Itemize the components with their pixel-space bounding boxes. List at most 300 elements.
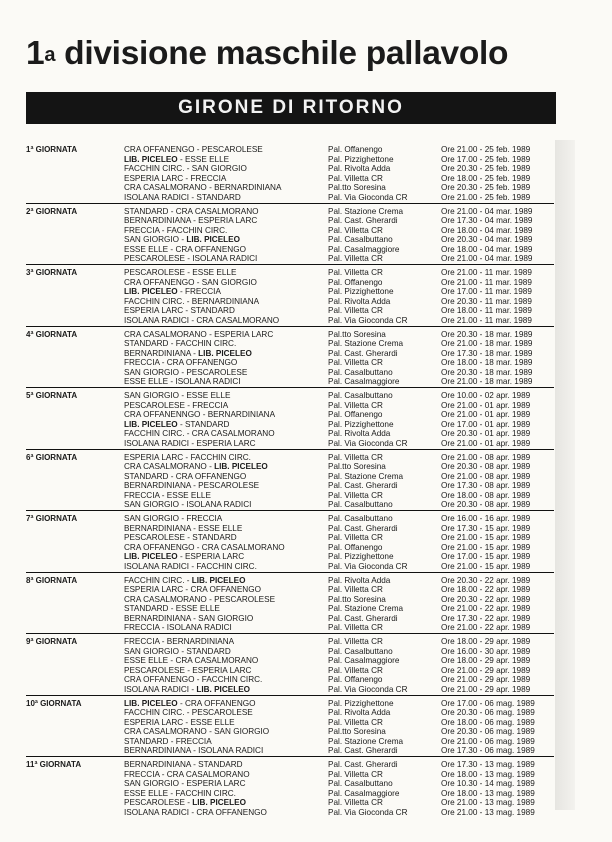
- match-datetime: Ore 16.00 - 16 apr. 1989: [441, 514, 531, 523]
- match-datetime: Ore 18.00 - 13 mag. 1989: [441, 769, 535, 779]
- match-row: [124, 439, 554, 449]
- home-team: ISOLANA RADICI: [124, 315, 190, 325]
- match-teams: CRA OFFANENGO - SAN GIORGIO: [124, 277, 257, 287]
- home-team: ISOLANA RADICI: [124, 684, 190, 694]
- match-datetime: Ore 17.30 - 13 mag. 1989: [441, 760, 535, 769]
- away-team: ISOLANA RADICI: [166, 623, 232, 632]
- fixtures-table: [26, 142, 554, 818]
- match-datetime: Ore 21.00 - 01 apr. 1989: [441, 400, 531, 410]
- home-team: CRA CASALMORANO: [124, 594, 207, 604]
- banner-text: GIRONE DI RITORNO: [178, 97, 404, 118]
- match-venue: Pal. Casalbuttano: [328, 235, 393, 244]
- match-datetime: Ore 17.00 - 01 apr. 1989: [441, 419, 531, 429]
- away-team: ESSE ELLE: [192, 268, 237, 277]
- away-team: ISOLANA RADICI: [192, 254, 258, 263]
- title-number: 1: [26, 35, 45, 72]
- match-teams: BERNARDINIANA - SAN GIORGIO: [124, 613, 254, 623]
- match-list: [124, 391, 554, 448]
- home-team: CRA OFFANENGO: [124, 542, 195, 552]
- match-datetime: Ore 18.00 - 22 apr. 1989: [441, 585, 531, 594]
- away-team: ISOLANA RADICI: [186, 500, 252, 509]
- page-title: [26, 34, 596, 78]
- match-row: [124, 368, 554, 378]
- away-team: ESPERIA LARC: [198, 216, 258, 225]
- match-teams: SAN GIORGIO - ESSE ELLE: [124, 391, 231, 400]
- match-venue: Pal.tto Soresina: [328, 727, 386, 736]
- away-team: LIB. PICELEO: [186, 235, 241, 244]
- match-row: [124, 268, 554, 278]
- away-team: LIB. PICELEO: [214, 462, 268, 471]
- match-teams: LIB. PICELEO - STANDARD: [124, 419, 230, 429]
- match-teams: CRA CASALMORANO - ESPERIA LARC: [124, 329, 274, 339]
- away-team: CRA OFFANENGO: [175, 471, 247, 481]
- match-datetime: Ore 21.00 - 18 mar. 1989: [441, 339, 533, 348]
- match-datetime: Ore 21.00 - 25 feb. 1989: [441, 192, 531, 202]
- match-datetime: Ore 21.00 - 04 mar. 1989: [441, 206, 533, 216]
- match-datetime: Ore 17.00 - 06 mag. 1989: [441, 698, 535, 708]
- match-teams: BERNARDINIANA - STANDARD: [124, 760, 243, 769]
- home-team: PESCAROLESE: [124, 400, 185, 410]
- home-team: CRA OFFANENNGO: [124, 410, 201, 419]
- home-team: ISOLANA RADICI: [124, 561, 190, 571]
- away-team: ESPERIA LARC: [214, 329, 274, 339]
- home-team: PESCAROLESE: [124, 665, 185, 675]
- away-team: CRA OFFANENGO: [166, 358, 238, 367]
- match-teams: ESSE ELLE - CRA OFFANENGO: [124, 244, 246, 254]
- match-row: [124, 595, 554, 605]
- match-teams: LIB. PICELEO - FRECCIA: [124, 287, 221, 296]
- match-venue: Pal. Stazione Crema: [328, 206, 404, 216]
- match-venue: Pal. Villetta CR: [328, 533, 383, 542]
- match-teams: ISOLANA RADICI - CRA OFFANENGO: [124, 807, 267, 817]
- match-list: [124, 760, 554, 817]
- match-row: [124, 391, 554, 401]
- away-team: ISOLANA RADICI: [175, 377, 241, 386]
- match-teams: FRECCIA - BERNARDINIANA: [124, 637, 235, 646]
- away-team: LIB. PICELEO: [191, 575, 246, 585]
- match-row: [124, 183, 554, 193]
- match-venue: Pal. Cast. Gherardi: [328, 523, 398, 533]
- round-label: 10ª GIORNATA: [26, 698, 82, 708]
- match-row: [124, 524, 554, 534]
- match-teams: FRECCIA - CRA CASALMORANO: [124, 769, 250, 779]
- match-venue: Pal. Pizzighettone: [328, 287, 394, 296]
- match-venue: Pal.tto Soresina: [328, 183, 386, 192]
- section-banner: [26, 92, 556, 124]
- match-datetime: Ore 10.00 - 02 apr. 1989: [441, 391, 531, 400]
- match-datetime: Ore 21.00 - 15 apr. 1989: [441, 561, 531, 571]
- home-team: PESCAROLESE: [124, 533, 185, 542]
- match-row: [124, 614, 554, 624]
- match-datetime: Ore 18.00 - 25 feb. 1989: [441, 173, 531, 183]
- home-team: LIB. PICELEO: [124, 154, 178, 164]
- match-list: [124, 576, 554, 633]
- match-teams: CRA CASALMORANO - LIB. PICELEO: [124, 462, 268, 471]
- home-team: FRECCIA: [124, 358, 160, 367]
- match-datetime: Ore 21.00 - 13 mag. 1989: [441, 798, 535, 807]
- match-row: [124, 737, 554, 747]
- title-ordinal: a: [44, 44, 56, 66]
- match-row: [124, 708, 554, 718]
- match-row: [124, 216, 554, 226]
- round-label: 9ª GIORNATA: [26, 637, 78, 646]
- match-venue: Pal. Casalmaggiore: [328, 244, 400, 254]
- match-datetime: Ore 21.00 - 01 apr. 1989: [441, 438, 531, 448]
- match-venue: Pal. Casalmaggiore: [328, 656, 400, 665]
- match-datetime: Ore 20.30 - 25 feb. 1989: [441, 164, 531, 173]
- match-row: [124, 576, 554, 586]
- away-team: ESSE ELLE: [198, 523, 243, 533]
- home-team: ISOLANA RADICI: [124, 438, 190, 448]
- away-team: FACCHIN CIRC.: [201, 675, 263, 684]
- home-team: LIB. PICELEO: [124, 287, 178, 296]
- home-team: ESPERIA LARC: [124, 306, 184, 315]
- match-venue: Pal. Cast. Gherardi: [328, 746, 398, 755]
- away-team: FACCHIN CIRC.: [175, 788, 236, 798]
- match-datetime: Ore 21.00 - 11 mar. 1989: [441, 277, 532, 287]
- match-datetime: Ore 10.30 - 14 mag. 1989: [441, 779, 535, 788]
- home-team: STANDARD: [124, 471, 169, 481]
- away-team: FRECCIA: [192, 400, 229, 410]
- match-datetime: Ore 20.30 - 06 mag. 1989: [441, 708, 535, 717]
- home-team: FRECCIA: [124, 490, 160, 500]
- match-row: [124, 623, 554, 633]
- home-team: CRA OFFANENGO: [124, 675, 195, 684]
- away-team: STANDARD: [186, 646, 231, 656]
- match-row: [124, 330, 554, 340]
- away-team: PESCAROLESE: [198, 481, 260, 490]
- home-team: ESPERIA LARC: [124, 717, 184, 727]
- match-teams: ESSE ELLE - FACCHIN CIRC.: [124, 788, 236, 798]
- match-datetime: Ore 21.00 - 13 mag. 1989: [441, 807, 535, 817]
- away-team: BERNARDINIANA: [214, 183, 282, 192]
- match-venue: Pal. Offanengo: [328, 277, 383, 287]
- away-team: CRA OFFANENGO: [190, 585, 261, 594]
- round-block: [26, 388, 554, 450]
- match-venue: Pal. Cast. Gherardi: [328, 216, 398, 225]
- match-teams: ESPERIA LARC - CRA OFFANENGO: [124, 585, 261, 594]
- away-team: PESCAROLESE: [186, 367, 248, 377]
- match-venue: Pal. Villetta CR: [328, 623, 383, 632]
- home-team: PESCAROLESE: [124, 268, 185, 277]
- away-team: PESCAROLESE: [191, 708, 253, 717]
- match-venue: Pal. Stazione Crema: [328, 736, 404, 746]
- match-teams: ISOLANA RADICI - STANDARD: [124, 192, 241, 202]
- match-datetime: Ore 21.00 - 11 mar. 1989: [441, 268, 532, 277]
- round-block: [26, 757, 554, 818]
- match-venue: Pal. Via Gioconda CR: [328, 684, 408, 694]
- match-teams: CRA OFFANENGO - FACCHIN CIRC.: [124, 675, 263, 684]
- match-venue: Pal. Casalmaggiore: [328, 788, 400, 798]
- match-datetime: Ore 17.30 - 18 mar. 1989: [441, 348, 533, 358]
- away-team: CRA OFFANENGO: [196, 807, 267, 817]
- home-team: SAN GIORGIO: [124, 514, 180, 523]
- away-team: SAN GIORGIO: [198, 613, 254, 623]
- round-label: 3ª GIORNATA: [26, 268, 78, 277]
- round-label: 5ª GIORNATA: [26, 391, 78, 400]
- match-venue: Pal. Casalbuttano: [328, 391, 393, 400]
- match-teams: ISOLANA RADICI - LIB. PICELEO: [124, 684, 251, 694]
- match-row: [124, 552, 554, 562]
- match-list: [124, 145, 554, 202]
- away-team: FRECCIA: [175, 736, 212, 746]
- match-row: [124, 514, 554, 524]
- match-row: [124, 656, 554, 666]
- match-datetime: Ore 20.30 - 18 mar. 1989: [441, 329, 533, 339]
- match-datetime: Ore 20.30 - 08 apr. 1989: [441, 500, 531, 509]
- match-datetime: Ore 21.00 - 08 apr. 1989: [441, 452, 531, 462]
- match-teams: FACCHIN CIRC. - BERNARDINIANA: [124, 296, 260, 306]
- match-teams: FACCHIN CIRC. - CRA CASALMORANO: [124, 429, 275, 438]
- match-list: [124, 268, 554, 325]
- match-datetime: Ore 20.30 - 01 apr. 1989: [441, 429, 531, 438]
- match-teams: ESPERIA LARC - STANDARD: [124, 306, 235, 315]
- match-datetime: Ore 21.00 - 29 apr. 1989: [441, 684, 531, 694]
- match-venue: Pal. Cast. Gherardi: [328, 481, 398, 490]
- match-row: [124, 685, 554, 695]
- match-row: [124, 420, 554, 430]
- match-row: [124, 207, 554, 217]
- match-venue: Pal.tto Soresina: [328, 329, 386, 339]
- away-team: BERNARDINIANA: [207, 410, 276, 419]
- match-datetime: Ore 21.00 - 15 apr. 1989: [441, 542, 531, 552]
- match-row: [124, 760, 554, 770]
- match-teams: LIB. PICELEO - ESSE ELLE: [124, 154, 230, 164]
- match-teams: STANDARD - ESSE ELLE: [124, 604, 220, 613]
- match-teams: CRA CASALMORANO - SAN GIORGIO: [124, 727, 270, 736]
- home-team: STANDARD: [124, 604, 169, 613]
- match-row: [124, 500, 554, 510]
- match-teams: CRA CASALMORANO - BERNARDINIANA: [124, 183, 282, 192]
- match-datetime: Ore 21.00 - 08 apr. 1989: [441, 471, 531, 481]
- match-row: [124, 585, 554, 595]
- round-block: [26, 142, 554, 204]
- match-venue: Pal. Villetta CR: [328, 798, 383, 807]
- home-team: ESPERIA LARC: [124, 173, 184, 183]
- home-team: SAN GIORGIO: [124, 500, 180, 509]
- match-teams: ESPERIA LARC - ESSE ELLE: [124, 717, 235, 727]
- away-team: FACCHIN CIRC.: [166, 225, 228, 235]
- match-venue: Pal. Pizzighettone: [328, 552, 394, 561]
- home-team: SAN GIORGIO: [124, 646, 180, 656]
- match-teams: LIB. PICELEO - CRA OFFANENGO: [124, 698, 256, 708]
- match-venue: Pal. Casalbuttano: [328, 367, 393, 377]
- match-row: [124, 666, 554, 676]
- away-team: ESPERIA LARC: [192, 665, 252, 675]
- home-team: SAN GIORGIO: [124, 367, 180, 377]
- home-team: FACCHIN CIRC.: [124, 708, 185, 717]
- match-row: [124, 358, 554, 368]
- match-venue: Pal. Offanengo: [328, 410, 383, 419]
- match-venue: Pal. Villetta CR: [328, 268, 383, 277]
- home-team: ESSE ELLE: [124, 656, 169, 665]
- home-team: FRECCIA: [124, 623, 160, 632]
- match-teams: SAN GIORGIO - LIB. PICELEO: [124, 235, 241, 244]
- match-venue: Pal. Villetta CR: [328, 173, 383, 183]
- match-datetime: Ore 18.00 - 08 apr. 1989: [441, 490, 531, 500]
- match-teams: SAN GIORGIO - ISOLANA RADICI: [124, 500, 252, 509]
- home-team: FACCHIN CIRC.: [124, 164, 185, 173]
- home-team: BERNARDINIANA: [124, 216, 191, 225]
- match-venue: Pal. Villetta CR: [328, 585, 383, 594]
- home-team: STANDARD: [124, 339, 169, 348]
- away-team: LIB. PICELEO: [192, 798, 246, 807]
- away-team: FRECCIA: [190, 173, 227, 183]
- match-row: [124, 727, 554, 737]
- match-teams: CRA OFFANENNGO - BERNARDINIANA: [124, 410, 276, 419]
- match-venue: Pal. Villetta CR: [328, 717, 383, 727]
- away-team: FACCHIN CIRC.: [175, 339, 237, 348]
- away-team: CRA OFFANENGO: [175, 244, 246, 254]
- match-teams: FRECCIA - ESSE ELLE: [124, 490, 211, 500]
- match-venue: Pal. Villetta CR: [328, 637, 383, 646]
- match-row: [124, 491, 554, 501]
- home-team: ESPERIA LARC: [124, 585, 184, 594]
- match-row: [124, 287, 554, 297]
- home-team: FACCHIN CIRC.: [124, 429, 185, 438]
- match-teams: FRECCIA - FACCHIN CIRC.: [124, 225, 228, 235]
- match-datetime: Ore 21.00 - 11 mar. 1989: [441, 315, 532, 325]
- match-row: [124, 278, 554, 288]
- title-text: divisione maschile pallavolo: [55, 35, 509, 72]
- match-venue: Pal.tto Soresina: [328, 462, 386, 471]
- match-venue: Pal.tto Soresina: [328, 594, 386, 604]
- match-teams: BERNARDINIANA - ISOLANA RADICI: [124, 746, 264, 755]
- match-row: [124, 789, 554, 799]
- match-venue: Pal. Casalbuttano: [328, 646, 393, 656]
- match-venue: Pal. Via Gioconda CR: [328, 561, 408, 571]
- match-venue: Pal. Offanengo: [328, 675, 383, 684]
- match-row: [124, 699, 554, 709]
- match-row: [124, 245, 554, 255]
- away-team: CRA CASALMORANO: [201, 542, 285, 552]
- home-team: CRA OFFANENGO: [124, 145, 195, 154]
- match-row: [124, 145, 554, 155]
- away-team: CRA OFFANENGO: [184, 698, 256, 708]
- match-venue: Pal. Casalbuttano: [328, 779, 393, 788]
- match-venue: Pal. Offanengo: [328, 145, 383, 154]
- match-row: [124, 226, 554, 236]
- match-teams: ESPERIA LARC - FRECCIA: [124, 173, 227, 183]
- match-row: [124, 254, 554, 264]
- round-block: [26, 327, 554, 389]
- match-teams: LIB. PICELEO - ESPERIA LARC: [124, 552, 245, 561]
- match-teams: ESPERIA LARC - FACCHIN CIRC.: [124, 452, 251, 462]
- match-datetime: Ore 21.00 - 22 apr. 1989: [441, 623, 531, 632]
- match-datetime: Ore 21.00 - 22 apr. 1989: [441, 604, 531, 613]
- match-datetime: Ore 16.00 - 30 apr. 1989: [441, 646, 531, 656]
- match-row: [124, 481, 554, 491]
- round-label: 1ª GIORNATA: [26, 145, 78, 154]
- match-list: [124, 514, 554, 571]
- round-label: 11ª GIORNATA: [26, 760, 82, 769]
- home-team: LIB. PICELEO: [124, 419, 178, 429]
- match-row: [124, 718, 554, 728]
- match-row: [124, 410, 554, 420]
- match-teams: CRA OFFANENGO - PESCAROLESE: [124, 145, 263, 154]
- match-venue: Pal. Villetta CR: [328, 769, 383, 779]
- match-teams: STANDARD - FRECCIA: [124, 736, 212, 746]
- match-venue: Pal. Via Gioconda CR: [328, 807, 408, 817]
- match-teams: SAN GIORGIO - STANDARD: [124, 646, 231, 656]
- match-venue: Pal. Stazione Crema: [328, 339, 404, 348]
- match-teams: STANDARD - CRA OFFANENGO: [124, 471, 247, 481]
- match-row: [124, 174, 554, 184]
- match-venue: Pal. Pizzighettone: [328, 419, 394, 429]
- match-venue: Pal. Villetta CR: [328, 254, 383, 263]
- round-block: [26, 450, 554, 512]
- away-team: FRECCIA: [186, 514, 223, 523]
- round-block: [26, 204, 554, 266]
- away-team: FRECCIA: [184, 287, 221, 296]
- match-list: [124, 637, 554, 694]
- match-teams: ISOLANA RADICI - ESPERIA LARC: [124, 438, 256, 448]
- match-teams: ISOLANA RADICI - FACCHIN CIRC.: [124, 561, 257, 571]
- match-venue: Pal. Rivolta Adda: [328, 164, 391, 173]
- away-team: CRA CASALMORANO: [196, 315, 280, 325]
- match-teams: BERNARDINIANA - PESCAROLESE: [124, 481, 260, 490]
- away-team: PESCAROLESE: [214, 594, 276, 604]
- away-team: BERNARDINIANA: [166, 637, 235, 646]
- match-teams: PESCAROLESE - ESSE ELLE: [124, 268, 237, 277]
- away-team: ESPERIA LARC: [186, 779, 246, 788]
- match-teams: FRECCIA - ISOLANA RADICI: [124, 623, 232, 632]
- match-datetime: Ore 18.00 - 04 mar. 1989: [441, 225, 533, 235]
- match-list: [124, 699, 554, 756]
- match-list: [124, 207, 554, 264]
- match-teams: SAN GIORGIO - ESPERIA LARC: [124, 779, 246, 788]
- match-row: [124, 472, 554, 482]
- match-datetime: Ore 21.00 - 18 mar. 1989: [441, 377, 533, 386]
- match-teams: STANDARD - FACCHIN CIRC.: [124, 339, 237, 348]
- match-row: [124, 193, 554, 203]
- match-venue: Pal. Cast. Gherardi: [328, 348, 398, 358]
- home-team: FACCHIN CIRC.: [124, 296, 185, 306]
- match-datetime: Ore 17.30 - 06 mag. 1989: [441, 746, 535, 755]
- match-row: [124, 339, 554, 349]
- match-teams: STANDARD - CRA CASALMORANO: [124, 206, 259, 216]
- match-row: [124, 808, 554, 818]
- home-team: LIB. PICELEO: [124, 698, 178, 708]
- match-teams: ISOLANA RADICI - CRA CASALMORANO: [124, 315, 280, 325]
- match-datetime: Ore 18.00 - 06 mag. 1989: [441, 717, 535, 727]
- home-team: BERNARDINIANA: [124, 348, 191, 358]
- match-row: [124, 675, 554, 685]
- match-row: [124, 604, 554, 614]
- match-row: [124, 647, 554, 657]
- away-team: STANDARD: [184, 419, 230, 429]
- match-venue: Pal. Villetta CR: [328, 400, 383, 410]
- match-venue: Pal. Via Gioconda CR: [328, 315, 408, 325]
- away-team: BERNARDINIANA: [191, 296, 260, 306]
- paper-edge-shadow: [555, 140, 575, 810]
- away-team: CRA CASALMORANO: [175, 206, 259, 216]
- away-team: SAN GIORGIO: [201, 277, 257, 287]
- match-datetime: Ore 18.00 - 29 apr. 1989: [441, 656, 531, 665]
- away-team: ESSE ELLE: [175, 604, 220, 613]
- match-row: [124, 349, 554, 359]
- match-venue: Pal. Casalmaggiore: [328, 377, 400, 386]
- round-block: [26, 511, 554, 573]
- home-team: BERNARDINIANA: [124, 760, 191, 769]
- round-label: 2ª GIORNATA: [26, 206, 78, 216]
- match-teams: FRECCIA - CRA OFFANENGO: [124, 358, 238, 367]
- match-datetime: Ore 21.00 - 29 apr. 1989: [441, 675, 531, 684]
- round-label: 4ª GIORNATA: [26, 329, 78, 339]
- home-team: PESCAROLESE: [124, 254, 185, 263]
- match-row: [124, 562, 554, 572]
- round-label: 7ª GIORNATA: [26, 514, 78, 523]
